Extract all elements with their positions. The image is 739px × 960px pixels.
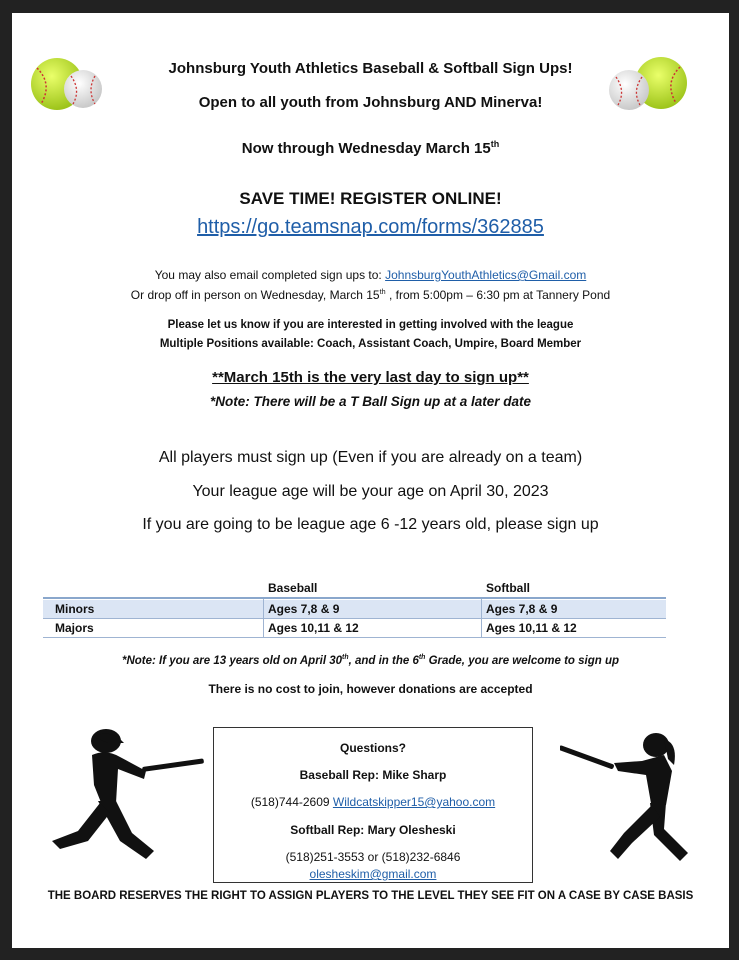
age13-note: *Note: If you are 13 years old on April 30th, and in the 6th Grade, you are welcome to sign up bbox=[121, 654, 620, 667]
softball-rep: Softball Rep: Mary Olesheski bbox=[290, 823, 456, 837]
contact-box bbox=[213, 727, 533, 883]
softball-batter-icon bbox=[560, 725, 692, 867]
positions-line: Multiple Positions available: Coach, Assistant Coach, Umpire, Board Member bbox=[159, 338, 582, 350]
table-divider bbox=[263, 599, 264, 637]
flyer-page bbox=[12, 13, 729, 948]
baseball-contact: (518)744-2609 Wildcatskipper15@yahoo.com bbox=[250, 795, 496, 809]
league-age-line: Your league age will be your age on April 30, 2023 bbox=[192, 483, 549, 500]
register-heading: SAVE TIME! REGISTER ONLINE! bbox=[239, 189, 502, 208]
age-range-line: If you are going to be league age 6 -12 years old, please sign up bbox=[142, 516, 599, 533]
header-softball: Softball bbox=[486, 581, 530, 595]
table-row bbox=[43, 600, 666, 619]
signup-dates: Now through Wednesday March 15th bbox=[241, 139, 500, 157]
cell-baseball: Ages 10,11 & 12 bbox=[268, 621, 359, 635]
table-header bbox=[43, 579, 666, 599]
table-row bbox=[43, 619, 666, 638]
table-divider bbox=[481, 599, 482, 637]
register-link[interactable]: https://go.teamsnap.com/forms/362885 bbox=[197, 216, 544, 238]
softball-phone: (518)251-3553 or (518)232-6846 bbox=[285, 850, 461, 864]
email-line: You may also email completed sign ups to: JohnsburgYouthAthletics@Gmail.com bbox=[154, 268, 587, 282]
row-label: Minors bbox=[55, 602, 95, 616]
interest-line: Please let us know if you are interested in getting involved with the league bbox=[167, 319, 574, 331]
dropoff-line: Or drop off in person on Wednesday, March 15th , from 5:00pm – 6:30 pm at Tannery Pond bbox=[130, 287, 611, 302]
cell-softball: Ages 7,8 & 9 bbox=[486, 602, 558, 616]
questions-heading: Questions? bbox=[339, 741, 406, 755]
baseball-batter-icon bbox=[46, 723, 206, 865]
row-label: Majors bbox=[55, 621, 94, 635]
no-cost-line: There is no cost to join, however donations are accepted bbox=[208, 682, 533, 696]
cell-baseball: Ages 7,8 & 9 bbox=[268, 602, 340, 616]
baseball-rep: Baseball Rep: Mike Sharp bbox=[299, 768, 447, 782]
softball-email-link[interactable]: olesheskim@gmail.com bbox=[309, 867, 437, 881]
header-baseball: Baseball bbox=[268, 581, 318, 595]
flyer-title: Johnsburg Youth Athletics Baseball & Softball Sign Ups! bbox=[168, 60, 573, 77]
tball-note: *Note: There will be a T Ball Sign up at a later date bbox=[209, 394, 532, 409]
board-disclaimer: THE BOARD RESERVES THE RIGHT TO ASSIGN PLAYERS TO THE LEVEL THEY SEE FIT ON A CASE BY CASE BASIS bbox=[47, 890, 694, 902]
all-players-line: All players must sign up (Even if you are already on a team) bbox=[158, 449, 583, 466]
cell-softball: Ages 10,11 & 12 bbox=[486, 621, 577, 635]
flyer-subtitle: Open to all youth from Johnsburg AND Minerva! bbox=[198, 94, 543, 111]
email-link[interactable]: JohnsburgYouthAthletics@Gmail.com bbox=[385, 268, 587, 282]
last-day-notice: **March 15th is the very last day to sign up** bbox=[212, 369, 529, 386]
baseball-email-link[interactable]: Wildcatskipper15@yahoo.com bbox=[332, 795, 496, 809]
